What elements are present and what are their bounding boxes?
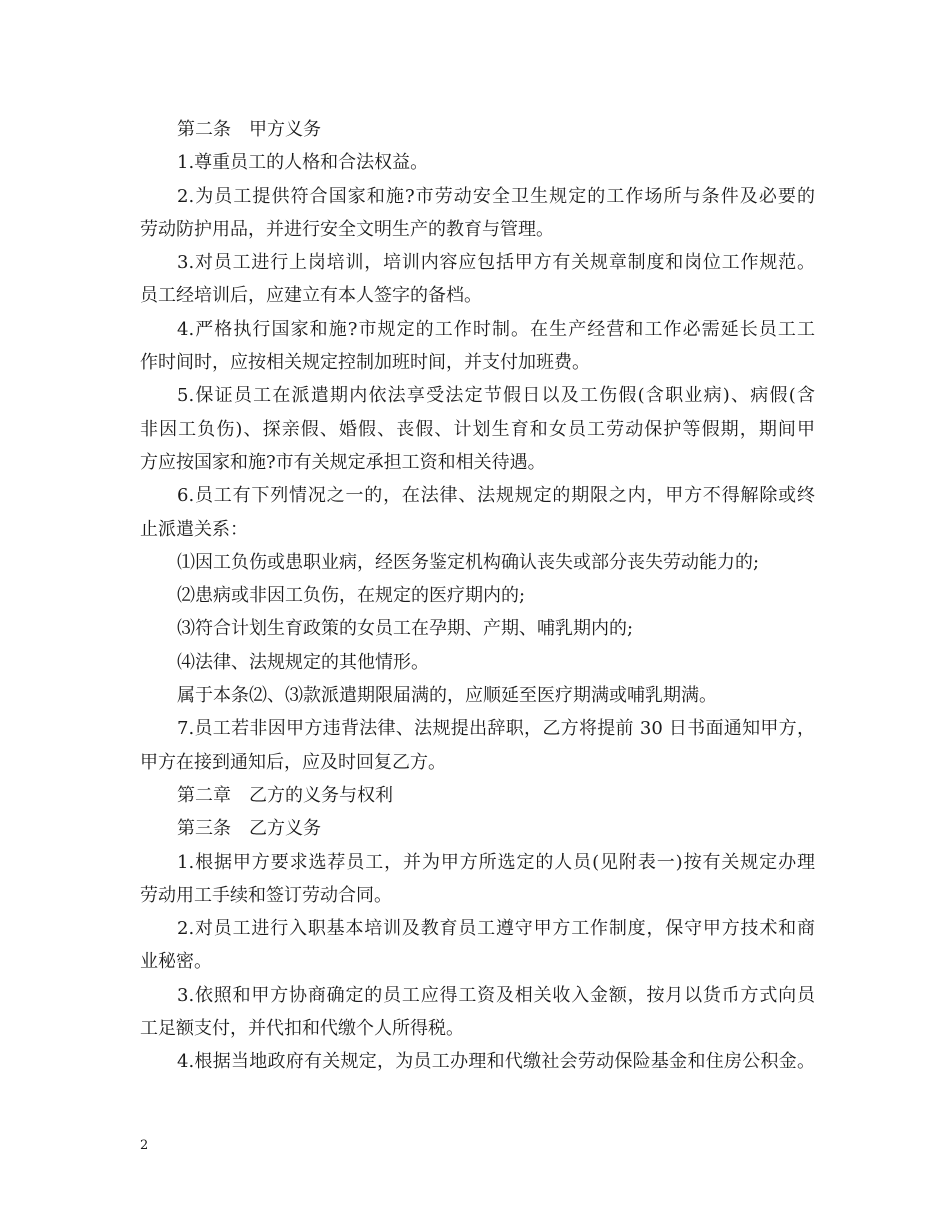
text-line: 员工经培训后，应建立有本人签字的备档。	[140, 285, 482, 307]
text-line: 业秘密。	[140, 951, 212, 973]
text-line: 6.员工有下列情况之一的，在法律、法规规定的期限之内，甲方不得解除或终	[177, 485, 815, 507]
text-line: 劳动防护用品，并进行安全文明生产的教育与管理。	[140, 218, 554, 240]
text-line: ⑴因工负伤或患职业病，经医务鉴定机构确认丧失或部分丧失劳动能力的;	[177, 551, 760, 573]
text-line: 劳动用工手续和签订劳动合同。	[140, 884, 392, 906]
text-line: 3.对员工进行上岗培训，培训内容应包括甲方有关规章制度和岗位工作规范。	[177, 252, 815, 274]
text-line: 4.严格执行国家和施?市规定的工作时制。在生产经营和工作必需延长员工工	[177, 318, 815, 340]
page-number: 2	[140, 1138, 149, 1153]
text-line: ⑶符合计划生育政策的女员工在孕期、产期、哺乳期内的;	[177, 618, 634, 640]
text-line: 5.保证员工在派遣期内依法享受法定节假日以及工伤假(含职业病)、病假(含	[177, 385, 815, 407]
text-line: 止派遣关系：	[140, 518, 248, 540]
text-line: 2.对员工进行入职基本培训及教育员工遵守甲方工作制度，保守甲方技术和商	[177, 918, 815, 940]
text-line: 第三条 乙方义务	[177, 818, 321, 840]
text-line: 工足额支付，并代扣和代缴个人所得税。	[140, 1018, 464, 1040]
text-line: 2.为员工提供符合国家和施?市劳动安全卫生规定的工作场所与条件及必要的	[177, 185, 815, 207]
text-line: ⑷法律、法规规定的其他情形。	[177, 651, 429, 673]
text-line: 非因工负伤)、探亲假、婚假、丧假、计划生育和女员工劳动保护等假期，期间甲	[140, 418, 815, 440]
document-body	[140, 113, 815, 1079]
text-line: 属于本条⑵、⑶款派遣期限届满的，应顺延至医疗期满或哺乳期满。	[177, 685, 717, 707]
text-line: 4.根据当地政府有关规定，为员工办理和代缴社会劳动保险基金和住房公积金。	[177, 1051, 815, 1073]
text-line: ⑵患病或非因工负伤，在规定的医疗期内的;	[177, 585, 526, 607]
text-line: 甲方在接到通知后，应及时回复乙方。	[140, 751, 446, 773]
text-line: 7.员工若非因甲方违背法律、法规提出辞职，乙方将提前 30 日书面通知甲方，	[177, 718, 815, 740]
text-line: 第二章 乙方的义务与权利	[177, 784, 393, 806]
text-line: 第二条 甲方义务	[177, 119, 321, 140]
text-line: 作时间时，应按相关规定控制加班时间，并支付加班费。	[140, 352, 590, 374]
text-line: 方应按国家和施?市有关规定承担工资和相关待遇。	[140, 451, 546, 473]
text-line: 1.根据甲方要求选荐员工，并为甲方所选定的人员(见附表一)按有关规定办理	[177, 851, 815, 873]
text-line: 1.尊重员工的人格和合法权益。	[177, 152, 429, 174]
text-line: 3.依照和甲方协商确定的员工应得工资及相关收入金额，按月以货币方式向员	[177, 984, 815, 1006]
